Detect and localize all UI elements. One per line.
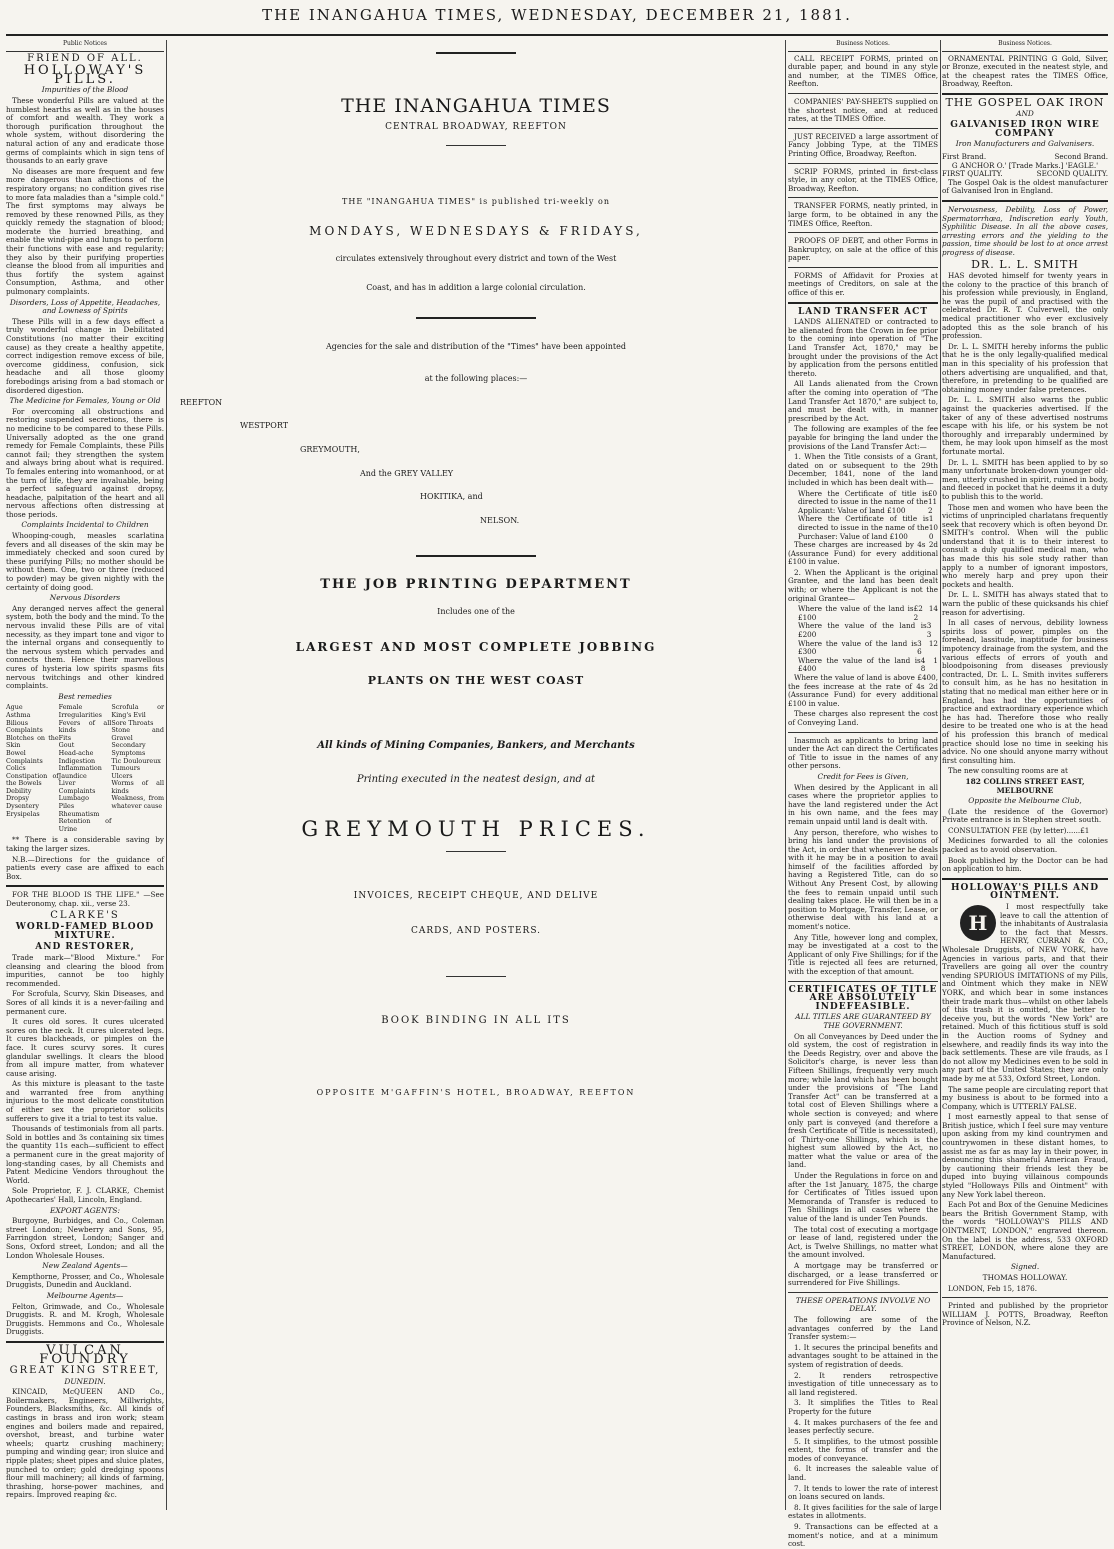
paper-title: THE INANGAHUA TIMES — [341, 95, 611, 117]
notice-paragraph: Dr. L. L. SMITH has always stated that to warn the public of these quicksands his chief reason for advertising. — [942, 590, 1108, 617]
advantage-item: 8. It gives facilities for the sale of large estates in allotments. — [788, 1502, 938, 1521]
notice-paragraph: Book published by the Doctor can be had on application to him. — [942, 855, 1108, 874]
notice-paragraph: Each Pot and Box of the Genuine Medicines bears the British Government Stamp, with the words "HOLLOWAY'S PILLS AND OINTMENT, LONDON," engraved thereon. On the label is the address, 533 OXFORD STREET, LONDON, where alone they are Manufactured. — [942, 1200, 1108, 1261]
invoices-line: INVOICES, RECEIPT CHEQUE, AND DELIVE — [353, 891, 599, 902]
remedies-column-b — [59, 704, 112, 833]
remedy-item: Sore Throats — [111, 718, 154, 727]
notice-paragraph: FORMS of Affidavit for Proxies at meetings of Creditors, on sale at the office of this er. — [788, 270, 938, 298]
column-public-notices — [6, 40, 164, 1516]
notice-paragraph: HAS devoted himself for twenty years in the colony to the practice of this branch of his profession while previously, in England, he was the pupil of and practised with the celebrated Dr. R. T. Culverwell, the only medical practitioner who ever exclusively adopted this as the sole branch of his profession. — [942, 271, 1108, 341]
land-transfer-heading: LAND TRANSFER ACT — [797, 306, 929, 317]
remedy-item: Tumours — [111, 764, 141, 773]
column-divider — [940, 40, 941, 1510]
article-paragraph: N.B.—Directions for the guidance of patients every case are affixed to each Box. — [6, 854, 164, 881]
notice-paragraph: 2. When the Applicant is the original Grantee, and the land has been dealt with; or where the Applicant is not the original Grantee— — [788, 567, 938, 603]
fee-row — [798, 657, 938, 674]
notice-paragraph: Dr. L. L. SMITH also warns the public against the quackeries advertised. If the taker of any of these advertised nostrums escape with his life, or his system be not thoroughly and irreparably undermined by them, he may look upon himself as the most fortunate mortal. — [942, 395, 1108, 456]
guaranteed-heading: ALL TITLES ARE GUARANTEED BY THE GOVERNMENT. — [795, 1012, 931, 1030]
remedy-item: Constipation of the Bowels — [6, 771, 59, 788]
place-item: And the GREY VALLEY — [360, 468, 454, 478]
article-paragraph: These wonderful Pills are valued at the humblest hearths as well as in the houses of comfort and wealth. They work a thorough purification throughout the whole system, without disordering the natural action of any and eradicate those germs of complaints which in sign tens of thousands to an early grave — [6, 95, 164, 166]
remedy-item: Fevers of all kinds — [58, 718, 112, 735]
notice-paragraph: I most respectfully take leave to call the attention of the inhabitants of Australasia to the fact that Messrs. HENRY, CURRAN & CO., Wholesale Druggists, of NEW YORK, have Agencies in various parts, and that their Travellers are going all over the country vending SPURIOUS IMITATIONS of my Pills, and Ointment which they make in NEW YORK, and which bear in some instances their trade mark thus—whilst on other labels of this trash it is omitted, the better to deceive you, but the words "New York" are retained. Much of this fictitious stuff is sold in the Auction rooms of Sydney and elsewhere, and readily finds its way into the back settlements. These are vile frauds, as I do not allow my Medicines even to be sold in any part of the United States; they are only made by me at 533, Oxford Street, London. — [942, 902, 1108, 1083]
remedy-item: Inflammation — [58, 764, 102, 773]
credit-heading: Credit for Fees is Given, — [817, 771, 909, 781]
remedies-heading: Best remedies — [58, 691, 112, 701]
notice-paragraph: 1. When the Title consists of a Grant, dated on or subsequent to the 29th December, 1841, none of the land included in which has been dealt with— — [788, 452, 938, 487]
remedy-item: Female Irregularities — [58, 703, 102, 719]
masthead-rule — [6, 34, 1108, 36]
fee-label: Where the value of the land is £100 — [798, 604, 914, 622]
agencies-line: Agencies for the sale and distribution of the "Times" have been appointed — [325, 341, 627, 351]
divider — [788, 302, 938, 304]
divider — [788, 1292, 938, 1293]
remedy-item: Bowel Complaints — [6, 748, 43, 765]
vulcan-street: GREAT KING STREET, — [9, 1365, 161, 1377]
paper-address: CENTRAL BROADWAY, REEFTON — [385, 121, 567, 132]
divider — [788, 128, 938, 129]
fee-label: Where the value of the land is £300 — [798, 638, 918, 657]
advantage-item: 1. It secures the principal benefits and advantages sought to be attained in the system of registration of deeds. — [788, 1342, 938, 1369]
notice-paragraph: When desired by the Applicant in all cases where the proprietor applies to have the land registered under the Act in his own name, and the fees may remain unpaid until land is dealt with. — [788, 782, 938, 826]
vulcan-town: DUNEDIN. — [64, 1376, 106, 1386]
divider — [788, 93, 938, 94]
notice-paragraph: A mortgage may be transferred or discharged, or a lease transferred or surrendered for Five Shillings. — [788, 1261, 938, 1288]
holloway-subheading: Impurities of the Blood — [41, 85, 129, 95]
remedy-item: Bilious Complaints — [6, 718, 43, 735]
remedy-item: Tic Douloureux — [111, 756, 161, 765]
advantage-item: 4. It makes purchasers of the fee and leases perfectly secure. — [788, 1417, 938, 1436]
notice-paragraph: The following are some of the advantages conferred by the Land Transfer system:— — [788, 1314, 938, 1342]
notice-paragraph: Any Title, however long and complex, may be investigated at a cost to the Applicant of only Five Shillings; for if the Title is rejected all fees are returned, with the exception of that amount. — [788, 932, 938, 976]
remedy-item: Retention of Urine — [58, 817, 112, 833]
advantage-item: 3. It simplifies the Titles to Real Property for the future — [788, 1398, 938, 1416]
divider — [942, 93, 1108, 95]
divider — [6, 885, 164, 887]
remedies-table — [6, 704, 164, 833]
article-paragraph: Felton, Grimwade, and Co., Wholesale Druggists. R. and M. Krogh, Wholesale Druggists. Hemmons and Co., Wholesale Druggists. — [6, 1301, 164, 1337]
holloway-heading: HOLLOWAY'S PILLS AND OINTMENT. — [951, 882, 1099, 902]
advantage-item: 9. Transactions can be effected at a moment's notice, and at a minimum cost. — [788, 1522, 938, 1549]
notice-paragraph: The new consulting rooms are at — [948, 766, 1068, 776]
article-paragraph: For overcoming all obstructions and restoring suspended secretions, there is no medicine to be compared to these Pills. Universally adopted as the one grand remedy for Female Complaints, these Pills cannot fail; they strengthen the system and always bring about what is required. To females entering into womanhood, or at the turn of life, they are invaluable, being a perfect safeguard against dropsy, headache, palpitation of the heart and all nervous affections often distressing at those periods. — [6, 406, 164, 519]
divider — [436, 52, 516, 54]
remedy-item: Blotches on the Skin — [6, 733, 59, 750]
notice-paragraph: All Lands alienated from the Crown after the coming into operation of "The Land Transfer Act 1870," are subject to, and must be dealt with, in manner prescribed by the Act. — [788, 379, 938, 423]
advantage-item: 7. It tends to lower the rate of interest on loans secured on lands. — [788, 1483, 938, 1502]
place-item: WESTPORT — [240, 421, 289, 431]
remedy-item: Weakness, from whatever cause — [111, 794, 165, 811]
remedy-item: Worms of all kinds — [111, 779, 165, 795]
notice-paragraph: These charges are increased by 4s 2d (Assurance Fund) for every additional £100 in value. — [788, 540, 938, 567]
galvanised-heading: GALVANISED IRON WIRE COMPANY — [950, 120, 1100, 139]
signer-name: THOMAS HOLLOWAY. — [982, 1272, 1068, 1282]
largest-line: LARGEST AND MOST COMPLETE JOBBING — [295, 639, 657, 654]
published-line: THE "INANGAHUA TIMES" is published tri-weekly on — [342, 197, 610, 207]
days-line: MONDAYS, WEDNESDAYS & FRIDAYS, — [309, 223, 643, 238]
fee-value: £0 11 2 — [927, 488, 938, 515]
notice-paragraph: The same people are circulating report that my business is about to be formed into a Company, which is UTTERLY FALSE. — [942, 1084, 1108, 1111]
remedy-item: Erysipelas — [6, 809, 40, 818]
divider — [788, 197, 938, 198]
article-paragraph: These Pills will in a few days effect a truly wonderful change in Debilitated Constitutions (no matter their exciting cause) as they create a healthy appetite, correct indigestion remove excess of bile, overcome giddiness, confusion, sick headache and all those gloomy forebodings arising from a bad stomach or disordered digestion. — [6, 316, 164, 395]
brand-marks: G ANCHOR O.' [Trade Marks.] 'EAGLE.' — [951, 160, 1099, 170]
section-label: Business Notices. — [788, 40, 938, 52]
notice-paragraph: Dr. L. L. SMITH has been applied to by so many unfortunate broken-down younger old-men, utterly crushed in spirit, ruined in body, and fleeced in pocket that he deems it a duty to publish this to the world. — [942, 457, 1108, 501]
fee-value: 3 3 — [926, 621, 932, 640]
vulcan-heading: VULCAN FOUNDRY — [39, 1342, 131, 1367]
mixture-heading: WORLD-FAMED BLOOD MIXTURE. — [15, 922, 155, 941]
remedy-item: Piles — [58, 802, 75, 811]
notice-paragraph: These charges also represent the cost of Conveying Land. — [788, 709, 938, 727]
place-item: GREYMOUTH, — [300, 444, 360, 454]
column-business-notices — [788, 40, 938, 1549]
remedy-item: Rheumatism — [58, 809, 100, 818]
notice-paragraph: On all Conveyances by Deed under the old system, the cost of registration in the Deeds Registry, over and above the Solicitor's charge, is never less than Fifteen Shillings, frequently very much more; while land which has been bought under the provisions of "The Land Transfer Act" can be transferred at a total cost of Eleven Shillings where a whole section is conveyed; and where only part is conveyed (and therefore a fresh Certificate of Title is necessitated), of Thirty-one Shillings, which is the highest sum allowed by the Act, no matter what the value or area of the land. — [788, 1031, 938, 1170]
remedy-item: Dysentery — [6, 802, 39, 811]
remedy-item: Debility — [6, 786, 32, 795]
restorer-heading: AND RESTORER, — [35, 942, 135, 953]
section-label: Public Notices — [6, 40, 164, 52]
remedy-item: Scrofula or King's Evil — [111, 703, 165, 719]
article-subheading: Nervous Disorders — [49, 593, 121, 603]
fee-label: Where the value of the land is £400 — [798, 655, 921, 674]
divider — [446, 145, 506, 146]
remedy-item: Fits — [58, 733, 71, 742]
column-business-notices-2 — [942, 40, 1108, 1516]
notice-paragraph: Those men and women who have been the victims of unprincipled charlatans frequently seek that recovery which is often beyond Dr. SMITH's control. When will the public understand that it is to their interest to consult a duly qualified medical man, who has made this his sole study rather than apply to a number of ignorant impostors, who merely harp and prey upon their pockets and health. — [942, 502, 1108, 589]
gospel-and: AND — [1016, 108, 1034, 118]
fee-value: 1 10 0 — [928, 514, 938, 541]
article-paragraph: No diseases are more frequent and few more dangerous than affections of the respiratory organs; no condition gives rise to more fata maladies than a "simple cold." The first symptoms may always be removed by these renowned Pills, as they quickly remedy the stagnation of blood; moderate the hurried breathing, and enable the wind-pipe and lungs to perform their functions with ease and regularity; they also by their purifying properties cleanse the blood from all impurities and thus fortify the system against Consumption, Asthma, and other pulmonary complaints. — [6, 166, 164, 297]
clarke-heading: CLARKE'S — [50, 909, 120, 921]
brand-label: Second Brand. — [1054, 151, 1108, 161]
iron-manufacturers: Iron Manufacturers and Galvanisers. — [955, 139, 1095, 149]
printing-line: Printing executed in the neatest design, and at — [356, 774, 596, 786]
article-paragraph: As this mixture is pleasant to the taste and warranted free from anything injurious to the most delicate constitution of either sex the proprietor solicits sufferers to give it a trial to test its value. — [6, 1079, 164, 1123]
divider — [788, 981, 938, 982]
notice-paragraph: Under the Regulations in force on and after the 1st January, 1875, the charge for Certificates of Titles issued upon Memoranda of Transfer is reduced to Ten Shillings in all cases where the value of the land is under Ten Pounds. — [788, 1171, 938, 1224]
notice-paragraph: Nervousness, Debility, Loss of Power, Spermatorrhœa, Indiscretion early Youth, Syphilitic Disease. In all the above cases, arresting errors and the yielding to the passion, time should be lost to at once arrest progress of disease. — [942, 204, 1108, 257]
remedy-item: Ague — [6, 703, 23, 712]
signer-date: LONDON, Feb 15, 1876. — [948, 1283, 1038, 1293]
place-item: HOKITIKA, and — [420, 492, 483, 502]
fee-row — [798, 640, 938, 657]
opposite-line: OPPOSITE M'GAFFIN'S HOTEL, BROADWAY, REEFTON — [316, 1088, 636, 1098]
includes-line: Includes one of the — [437, 606, 515, 616]
article-paragraph: ** There is a considerable saving by taking the larger sizes. — [6, 835, 164, 854]
article-paragraph: It cures old sores. It cures ulcerated sores on the neck. It cures ulcerated legs. It cures blackheads, or pimples on the face. It cures scurvy sores. It cures glandular swellings. It clears the blood from all impure matter, from whatever cause arising. — [6, 1017, 164, 1078]
remedy-item: Gout — [58, 741, 75, 750]
advantage-item: 5. It simplifies, to the utmost possible extent, the forms of transfer and the modes of conveyance. — [788, 1436, 938, 1463]
smith-heading: DR. L. L. SMITH — [971, 258, 1079, 272]
divider — [446, 851, 506, 852]
remedy-item: Lumbago — [58, 794, 89, 803]
remedy-item: Dropsy — [6, 794, 30, 803]
binding-line: BOOK BINDING IN ALL ITS — [381, 1014, 571, 1026]
article-paragraph: Whooping-cough, measles scarlatina fevers and all diseases of the skin may be immediately checked and soon cured by these purifying Pills; no mother should be without them. One, two or three (reduced to powder) may be given nightly with the certainty of doing good. — [6, 531, 164, 592]
masthead: THE INANGAHUA TIMES, WEDNESDAY, DECEMBER 21, 1881. — [262, 6, 852, 24]
article-subheading: Disorders, Loss of Appetite, Headaches, and Lowness of Spirits — [9, 297, 161, 316]
notice-paragraph: I most earnestly appeal to that sense of British justice, which I feel sure may venture upon asking from my kind countrymen and countrywomen in these distant homes, to assist me as far as may lay in their power, in denouncing this shameful American Fraud, by cautioning their friends lest they be duped into buying villainous compounds styled "Holloways Pills and Ointment" with any New York label thereon. — [942, 1112, 1108, 1199]
notice-paragraph: CALL RECEIPT FORMS, printed on durable paper, and bound in any style and number, at the TIMES Office, Reefton. — [788, 53, 938, 89]
remedy-item: Stone and Gravel — [111, 726, 165, 742]
column-times-advert — [170, 40, 782, 1516]
notice-paragraph: COMPANIES' PAY-SHEETS supplied on the shortest notice, and at reduced rates, at the TIMES Office. — [788, 96, 938, 124]
divider — [788, 267, 938, 268]
notice-paragraph: Medicines forwarded to all the colonies packed as to avoid observation. — [942, 836, 1108, 855]
remedy-item: Colics — [6, 764, 26, 773]
address-line: 182 COLLINS STREET EAST, MELBOURNE — [965, 776, 1085, 795]
remedy-item: Ulcers — [111, 771, 133, 780]
divider — [446, 976, 506, 977]
section-label: Business Notices. — [942, 40, 1108, 52]
remedies-column-c — [111, 704, 164, 833]
notice-paragraph: The following are examples of the fee payable for bringing the land under the provisions of the Land Transfer Act:— — [788, 424, 938, 451]
article-subheading: Melbourne Agents— — [46, 1290, 124, 1300]
article-paragraph: Sole Proprietor, F. J. CLARKE, Chemist Apothecaries' Hall, Lincoln, England. — [6, 1186, 164, 1204]
prices-line: GREYMOUTH PRICES. — [301, 816, 651, 841]
divider — [788, 232, 938, 233]
notice-paragraph: LANDS ALIENATED or contracted to be alienated from the Crown in fee prior to the coming into operation of "The Land Transfer Act, 1870," may be brought under the provisions of the Act by application from the persons entitled thereto. — [788, 317, 938, 378]
brand-label: First Brand. — [942, 151, 987, 161]
imprint: Printed and published by the proprietor WILLIAM J. POTTS, Broadway, Reefton Province of Nelson, N.Z. — [942, 1301, 1108, 1328]
fee-value: 4 1 8 — [920, 655, 938, 674]
notice-paragraph: SCRIP FORMS, printed in first-class style, in any color, at the TIMES Office, Broadway, Reefton. — [788, 166, 938, 193]
notice-paragraph: The Gospel Oak is the oldest manufacturer of Galvanised Iron in England. — [942, 177, 1108, 196]
article-paragraph: KINCAID, McQUEEN AND Co., Boilermakers, Engineers, Millwrights, Founders, Blacksmiths, &c. All kinds of castings in brass and iron work; steam engines and boilers made and repaired, overshot, breast, and turbine water wheels; quartz crushing machinery; pumping and winding gear; iron sluice and ripple plates; sheet pipes and sluice plates, punched to order; gold dredging spoons flour mill machinery; all kinds of farming, thrashing, horse-power machines, and repairs. Improved reaping &c. — [6, 1387, 164, 1500]
place-item: NELSON. — [480, 515, 520, 525]
divider — [416, 317, 536, 319]
notice-paragraph: CONSULTATION FEE (by letter)......£1 — [948, 825, 1090, 835]
article-paragraph: Kempthorne, Prosser, and Co., Wholesale Druggists, Dunedin and Auckland. — [6, 1271, 164, 1290]
fee-value: £2 14 2 — [913, 604, 938, 622]
all-kinds-line: All kinds of Mining Companies, Bankers, and Merchants — [317, 739, 635, 751]
coast-line: Coast, and has in addition a large colonial circulation. — [366, 282, 586, 292]
notice-paragraph: The total cost of executing a mortgage or lease of land, registered under the Act, is Twelve Shillings, no matter what the amount involved. — [788, 1224, 938, 1260]
quality-label: SECOND QUALITY. — [1036, 169, 1108, 179]
remedy-item: Liver Complaints — [58, 779, 96, 795]
remedy-item: Asthma — [6, 710, 31, 719]
notice-paragraph: Any person, therefore, who wishes to bring his land under the provisions of the Act, in order that whenever he deals with it he may be in a position to avail himself of the facilities afforded by having a Registered Title, can do so Without Any Present Cost, by allowing the fees to remain unpaid until such dealing takes place. He will then be in a position to Mortgage, Transfer, Lease, or otherwise deal with his land at a moment's notice. — [788, 827, 938, 932]
divider — [788, 163, 938, 164]
divider — [788, 732, 938, 733]
fee-row — [798, 605, 938, 622]
divider — [416, 555, 536, 557]
certificates-heading: CERTIFICATES OF TITLE ARE ABSOLUTELY INDEFEASIBLE. — [788, 984, 938, 1012]
article-paragraph: FOR THE BLOOD IS THE LIFE." —See Deuteronomy, chap. xii., verse 23. — [6, 890, 164, 908]
notice-paragraph: ORNAMENTAL PRINTING G Gold, Silver, or Bronze, executed in the neatest style, and at the cheapest rates the TIMES Office, Broadway, Reefton. — [942, 53, 1108, 89]
article-paragraph: For Scrofula, Scurvy, Skin Diseases, and Sores of all kinds it is a never-failing and permanent cure. — [6, 989, 164, 1016]
notice-paragraph: PROOFS OF DEBT, and other Forms in Bankruptcy, on sale at the office of this paper. — [788, 236, 938, 263]
notice-paragraph: Dr. L. L. SMITH hereby informs the public that he is the only legally-qualified medical man in this speciality of his profession that others advertising are unqualified, and that, therefore, in pretending to be qualified are obtaining money under false pretences. — [942, 341, 1108, 394]
notice-paragraph: TRANSFER FORMS, neatly printed, in large form, to be obtained in any the TIMES Office, Reefton. — [788, 201, 938, 228]
divider — [942, 200, 1108, 202]
fee-label: Where the Certificate of title is directed to issue in the name of the Applicant: Value of land £100 — [798, 488, 928, 515]
remedy-item: Jaundice — [58, 771, 87, 780]
holloway-heading: HOLLOWAY'S PILLS. — [23, 63, 147, 87]
fee-row — [798, 622, 938, 639]
places-list — [170, 399, 782, 526]
remedy-item: Head-ache — [58, 748, 94, 757]
notice-paragraph: In all cases of nervous, debility lowness spirits loss of power, pimples on the forehead, lassitude, inaptitude for business impotency drainage from the system, and the various effects of errors of youth and bloodpoisoning from diseases previously contracted, Dr. L. L. Smith invites sufferers to consult him, as he has no hesitation in stating that no medical man either here or in England, has had the opportunities of practice and extraordinary experience which he has had. Therefore those who really desire to be treated one who is at the head of his profession this branch of medical practice should lose no time in seeking his advice. No one should anyone marry without first consulting him. — [942, 618, 1108, 765]
fee-row — [798, 515, 938, 541]
article-subheading: The Medicine for Females, Young or Old — [9, 396, 161, 406]
notice-paragraph: (Late the residence of the Governor) Private entrance is in Stephen street south. — [942, 806, 1108, 825]
notice-paragraph: Inasmuch as applicants to bring land under the Act can direct the Certificates of Title to issue in the names of any other persons. — [788, 735, 938, 771]
notice-paragraph: JUST RECEIVED a large assortment of Fancy Jobbing Type, at the TIMES Printing Office, Broadway, Reefton. — [788, 131, 938, 158]
advantage-item: 2. It renders retrospective investigation of title unnecessary as to all land registered. — [788, 1370, 938, 1397]
divider — [942, 878, 1108, 880]
article-paragraph: Thousands of testimonials from all parts. Sold in bottles and 3s containing six times the quantity 11s each—sufficient to effect a permanent cure in the great majority of long-standing cases, by all Chemists and Patent Medicine Vendors throughout the World. — [6, 1124, 164, 1185]
places-intro: at the following places:— — [424, 374, 528, 384]
article-paragraph: Trade mark—"Blood Mixture." For cleansing and clearing the blood from impurities, cannot be too highly recommended. — [6, 952, 164, 988]
column-divider — [166, 40, 167, 1510]
plants-line: PLANTS ON THE WEST COAST — [367, 674, 585, 688]
advantage-item: 6. It increases the saleable value of land. — [788, 1464, 938, 1483]
signed-line: Signed. — [1010, 1262, 1040, 1272]
article-subheading: New Zealand Agents— — [42, 1261, 128, 1271]
remedy-item: Secondary Symptoms — [111, 741, 146, 757]
fee-row — [798, 490, 938, 516]
fee-label: Where the Certificate of title is directed to issue in the name of the Purchaser: Value of land £100 — [798, 514, 929, 541]
article-subheading: Complaints Incidental to Children — [21, 520, 149, 530]
quality-label: FIRST QUALITY. — [942, 169, 1003, 179]
friend-heading: FRIEND OF ALL. — [27, 52, 143, 64]
trade-mark-seal-icon: H — [960, 905, 996, 941]
fee-label: Where the value of the land is £200 — [798, 621, 927, 640]
column-divider — [785, 40, 786, 1510]
notice-paragraph: Where the value of land is above £400, the fees increase at the rate of 4s 2d (Assurance Fund) for every additional £100 in value. — [788, 673, 938, 708]
cards-line: CARDS, AND POSTERS. — [410, 926, 542, 937]
gospel-heading: THE GOSPEL OAK IRON — [945, 95, 1105, 109]
job-heading: THE JOB PRINTING DEPARTMENT — [320, 577, 632, 593]
article-subheading: EXPORT AGENTS: — [50, 1205, 120, 1215]
remedies-column-a — [6, 704, 59, 833]
remedy-item: Indigestion — [58, 756, 96, 765]
address-line: Opposite the Melbourne Club, — [968, 796, 1082, 806]
fee-value: 3 12 6 — [917, 638, 938, 657]
operations-heading: THESE OPERATIONS INVOLVE NO DELAY. — [795, 1295, 931, 1314]
article-paragraph: Any deranged nerves affect the general system, both the body and the mind. To the nervous invalid these Pills are of vital necessity, as they impart tone and vigor to the internal organs and consequently to the nervous system which pervades and connects them. Hence their marvellous cures of hysteria low spirits spasms fits nervous twitchings and other kindred complaints. — [6, 603, 165, 691]
article-paragraph: Burgoyne, Burbidges, and Co., Coleman street London; Newberry and Sons, 95, Farringdon street, London; Sanger and Sons, Oxford street, London; and all the London Wholesale Houses. — [6, 1216, 164, 1260]
circulates-line: circulates extensively throughout every district and town of the West — [335, 254, 617, 264]
divider — [942, 1297, 1108, 1298]
place-item: REEFTON — [180, 397, 223, 407]
